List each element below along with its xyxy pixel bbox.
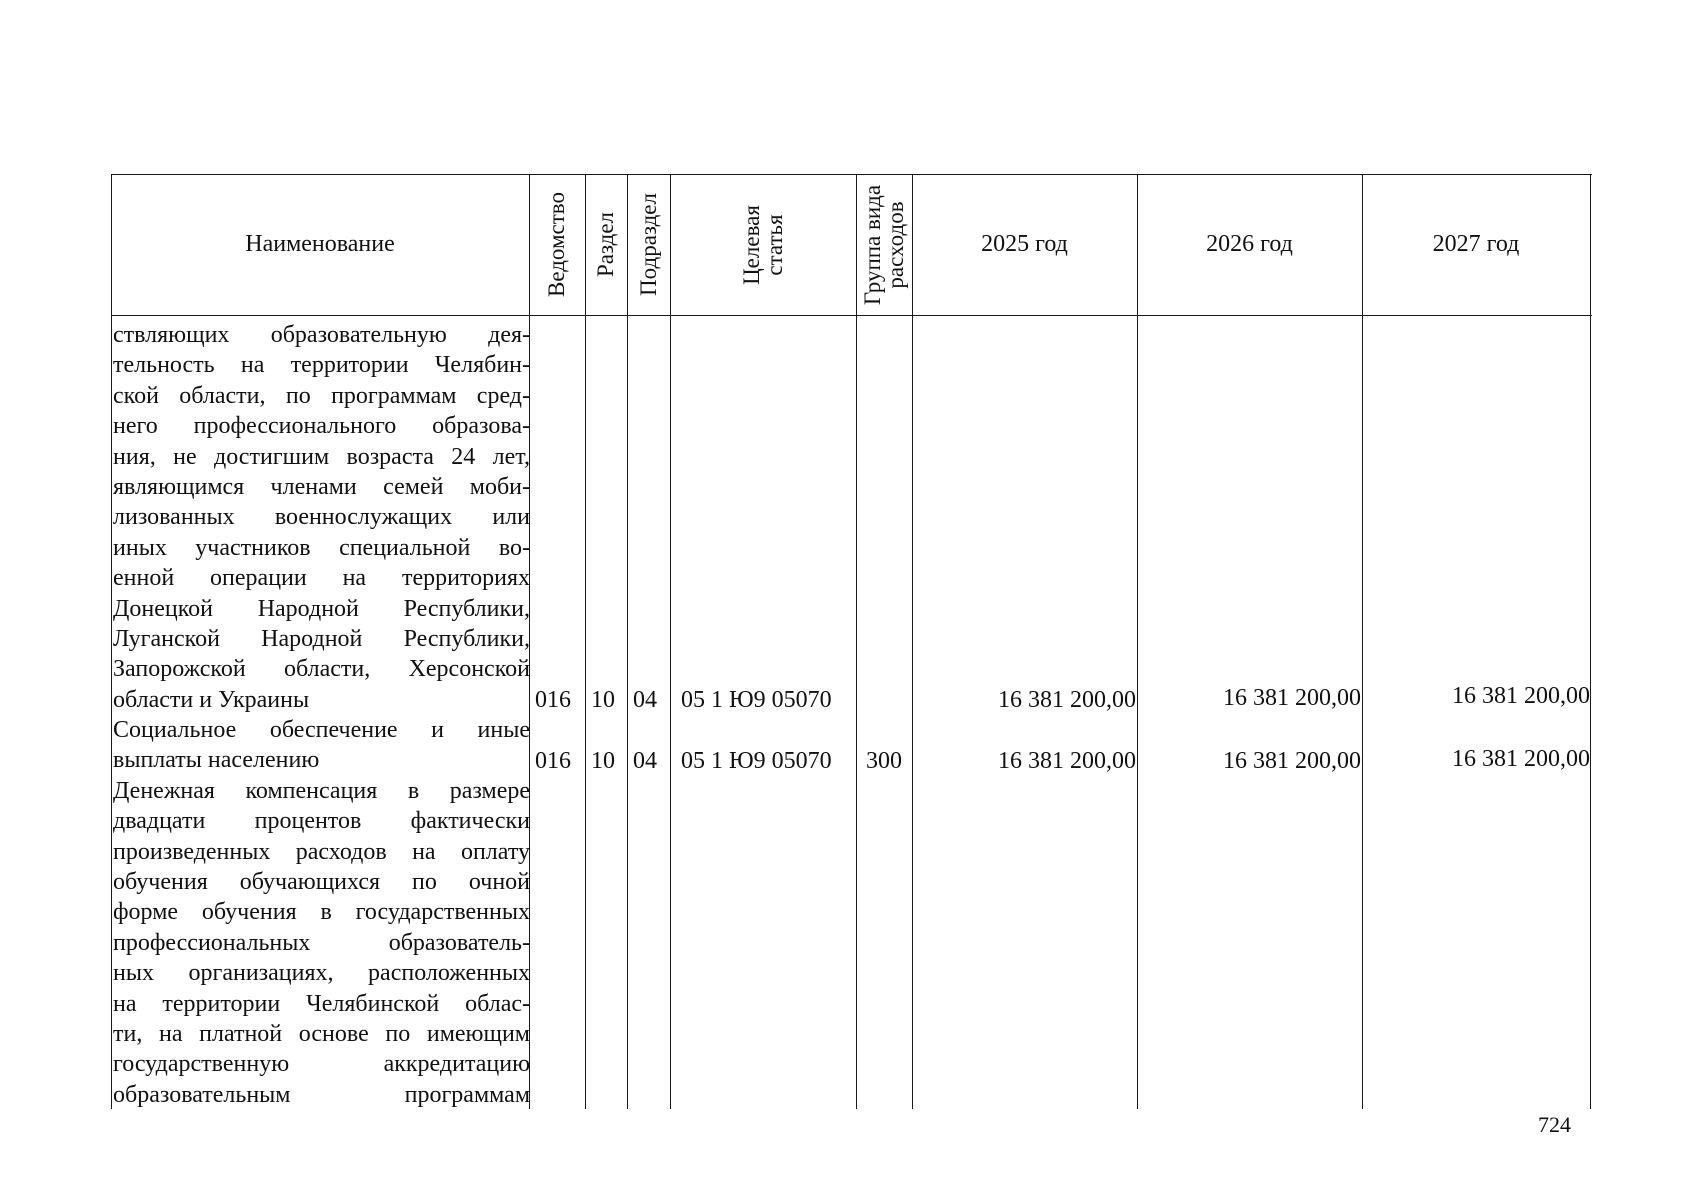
row1-2025: 16 381 200,00 bbox=[998, 687, 1136, 713]
row2-2025: 16 381 200,00 bbox=[998, 748, 1136, 774]
row1-celevaya: 05 1 Ю9 05070 bbox=[681, 687, 832, 713]
header-2026: 2026 год bbox=[1206, 231, 1293, 257]
header-2027: 2027 год bbox=[1432, 231, 1520, 257]
budget-table bbox=[111, 174, 1592, 1109]
row2-vedomstvo: 016 bbox=[535, 748, 571, 774]
row2-razdel: 10 bbox=[591, 748, 615, 774]
header-razdel: Раздел bbox=[593, 211, 619, 278]
header-podrazdel: Подраздел bbox=[636, 193, 662, 296]
header-2025: 2025 год bbox=[981, 231, 1068, 257]
row-name-continuation: ствляющих образовательную дея- тельность на территории Челябин- ской области, по программам сред- него профессионального образова- ния, не достигшим возраста 24 лет, являющимся членами семей моби- лизованных военнослужащих или иных участников специальной во- енной операции на территориях Донецкой Народной Республики, Луганской Народной Республики, Запорожской области, Херсонской области и Украины Социальное обеспечение и иные выплаты населению Денежная компенсация в размере двадцати процентов фактически произведенных расходов на оплату обучения обучающихся по очной форме обучения в государственных профессиональных образователь- ных организациях, расположенных на территории Челябинской облас- ти, на платной основе по имеющим государственную аккредитацию образовательным программам bbox=[113, 322, 530, 1108]
page-number: 724 bbox=[1538, 1112, 1571, 1137]
header-bottom-border bbox=[111, 315, 1592, 316]
header-name: Наименование bbox=[245, 231, 395, 257]
row2-podrazdel: 04 bbox=[633, 748, 657, 774]
row2-2026: 16 381 200,00 bbox=[1223, 748, 1361, 774]
row2-celevaya: 05 1 Ю9 05070 bbox=[681, 748, 832, 774]
row1-2027: 16 381 200,00 bbox=[1452, 683, 1590, 709]
col-border bbox=[1590, 174, 1591, 1109]
row1-vedomstvo: 016 bbox=[535, 687, 571, 713]
row2-gruppa: 300 bbox=[866, 748, 902, 774]
row2-2027: 16 381 200,00 bbox=[1452, 746, 1590, 772]
row1-razdel: 10 bbox=[591, 687, 615, 713]
header-celevaya-statya: Целевая статья bbox=[738, 204, 787, 285]
row1-2026: 16 381 200,00 bbox=[1223, 685, 1361, 711]
header-vedomstvo: Ведомство bbox=[544, 191, 570, 298]
row1-podrazdel: 04 bbox=[633, 687, 657, 713]
header-gruppa-vida-rashodov: Группа вида расходов bbox=[860, 184, 909, 305]
